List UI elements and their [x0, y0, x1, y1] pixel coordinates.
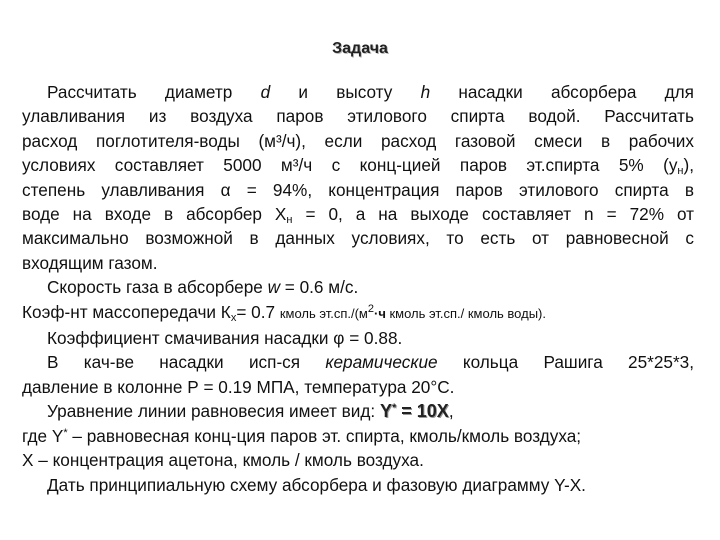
text-run: где Y — [22, 425, 64, 446]
text-run: Y — [379, 401, 392, 422]
superscript: * — [63, 426, 68, 439]
text-run: ), — [683, 155, 694, 176]
subscript: н — [677, 165, 684, 178]
text-run: кольца Рашига 25*25*3, — [437, 352, 694, 373]
text-run: – равновесная конц-ция паров эт. спирта, кмоль/кмоль воздуха; — [67, 425, 582, 446]
task-line: Дать принципиальную схему абсорбера и фазовую диаграмму Y-X. — [47, 474, 586, 495]
wetting-line: Коэффициент смачивания насадки φ = 0.88. — [47, 328, 403, 349]
text-run: насадки абсорбера для — [430, 82, 694, 102]
text-run: Коэф-нт массопередачи К — [22, 301, 231, 322]
symbol-d: d — [260, 82, 271, 102]
symbol-w: w — [267, 277, 281, 298]
coef-line — [22, 300, 694, 326]
text-run: В кач-ве насадки исп-ся — [47, 352, 326, 373]
text-run: = 0, а на выходе составляет n = 72% от — [292, 204, 694, 225]
text-line — [22, 202, 694, 226]
problem-text — [22, 80, 694, 497]
equilibrium-equation — [380, 401, 449, 421]
text-line — [22, 80, 694, 104]
text-line: максимально возможной в данных условиях, то есть от равновесной с — [22, 228, 694, 249]
text-run: воде на входе в абсорбер Х — [22, 204, 287, 225]
equation-line — [22, 399, 694, 423]
text-line: входящим газом. — [22, 252, 158, 273]
italic-text: керамические — [325, 352, 438, 373]
text-line: степень улавливания α = 94%, концентрация паров этилового спирта в — [22, 179, 694, 200]
packing-line — [22, 350, 694, 374]
speed-line — [22, 275, 694, 299]
text-line: расход поглотителя-воды (м³/ч), если расход газовой смеси в рабочих — [22, 130, 694, 151]
superscript: 2 — [367, 302, 374, 315]
unit-text: кмоль эт.сп./(м — [279, 305, 368, 321]
page-title: Задача — [332, 40, 388, 57]
text-run: Скорость газа в абсорбере — [47, 277, 268, 298]
text-run: , — [448, 401, 454, 422]
x-definition-line: Х – концентрация ацетона, кмоль / кмоль воздуха. — [22, 450, 424, 471]
superscript: * — [391, 402, 397, 415]
text-run: условиях составляет 5000 м³/ч с конц-цией паров эт.спирта 5% (у — [22, 155, 678, 176]
text-run: и высоту — [270, 82, 421, 102]
subscript: х — [230, 311, 237, 324]
unit-text: кмоль эт.сп./ кмоль воды). — [385, 305, 546, 321]
text-line: улавливания из воздуха паров этилового спирта водой. Рассчитать — [22, 106, 694, 127]
subscript: н — [286, 214, 293, 227]
pressure-line: давление в колонне Р = 0.19 МПА, температура 20°С. — [22, 376, 455, 397]
unit-text: ·ч — [373, 305, 386, 321]
text-run: = 10X — [396, 401, 449, 422]
text-run: Рассчитать диаметр — [47, 82, 261, 102]
text-run: Уравнение линии равновесия имеет вид: — [47, 401, 380, 422]
symbol-h: h — [420, 82, 431, 102]
text-run: = 0.6 м/с. — [280, 277, 359, 298]
text-run: = 0.7 — [236, 301, 280, 322]
text-line — [22, 153, 694, 177]
where-line — [22, 424, 694, 448]
